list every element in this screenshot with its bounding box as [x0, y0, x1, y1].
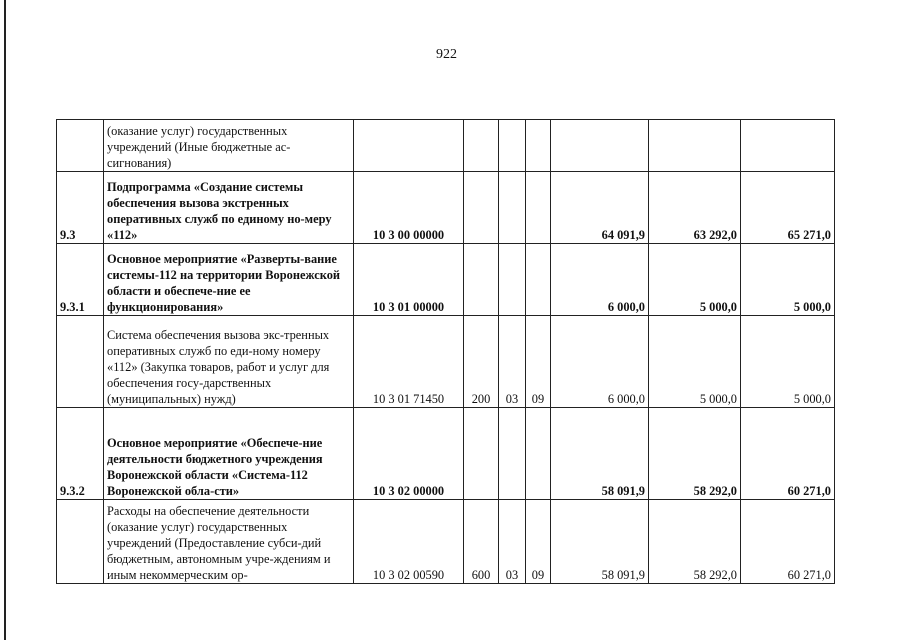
- row-name: Расходы на обеспечение деятельности (оказание услуг) государственных учреждений (Предоставление субси-дий бюджетным, автономным учре-ждениям и иным некоммерческим ор-: [104, 500, 354, 584]
- row-amount-year-2: 58 292,0: [649, 500, 741, 584]
- row-amount-year-2: [649, 120, 741, 172]
- table-row: [57, 172, 835, 244]
- row-amount-year-1: 64 091,9: [551, 172, 649, 244]
- row-subsection: 09: [526, 316, 551, 408]
- row-amount-year-1: 58 091,9: [551, 500, 649, 584]
- row-number: [57, 120, 104, 172]
- row-subsection: [526, 244, 551, 316]
- row-amount-year-2: 58 292,0: [649, 408, 741, 500]
- row-subsection: [526, 172, 551, 244]
- table-row: [57, 500, 835, 584]
- row-number: 9.3.1: [57, 244, 104, 316]
- row-name: Основное мероприятие «Обеспече-ние деятельности бюджетного учреждения Воронежской области «Система-112 Воронежской обла-сти»: [104, 408, 354, 500]
- row-section: [499, 244, 526, 316]
- row-amount-year-2: 63 292,0: [649, 172, 741, 244]
- row-target-code: 10 3 02 00590: [354, 500, 464, 584]
- row-section: [499, 408, 526, 500]
- row-expense-type: [464, 244, 499, 316]
- row-amount-year-3: 60 271,0: [741, 408, 835, 500]
- budget-table: [56, 119, 835, 584]
- row-target-code: 10 3 01 00000: [354, 244, 464, 316]
- row-amount-year-3: 5 000,0: [741, 244, 835, 316]
- row-name: Основное мероприятие «Разверты-вание системы-112 на территории Воронежской области и обеспече-ние ее функционирования»: [104, 244, 354, 316]
- row-section: [499, 120, 526, 172]
- table-row: [57, 244, 835, 316]
- row-section: [499, 172, 526, 244]
- row-expense-type: [464, 120, 499, 172]
- row-amount-year-3: [741, 120, 835, 172]
- row-name: (оказание услуг) государственных учреждений (Иные бюджетные ас-сигнования): [104, 120, 354, 172]
- row-subsection: [526, 120, 551, 172]
- table-row: [57, 316, 835, 408]
- row-amount-year-2: 5 000,0: [649, 244, 741, 316]
- row-number: 9.3: [57, 172, 104, 244]
- page-number: 922: [436, 47, 457, 62]
- row-amount-year-1: 6 000,0: [551, 244, 649, 316]
- row-amount-year-3: 65 271,0: [741, 172, 835, 244]
- row-amount-year-2: 5 000,0: [649, 316, 741, 408]
- row-name: Подпрограмма «Создание системы обеспечения вызова экстренных оперативных служб по единому но-меру «112»: [104, 172, 354, 244]
- row-number: [57, 316, 104, 408]
- row-subsection: [526, 408, 551, 500]
- row-expense-type: [464, 172, 499, 244]
- table-row: [57, 120, 835, 172]
- row-amount-year-3: 5 000,0: [741, 316, 835, 408]
- row-target-code: 10 3 01 71450: [354, 316, 464, 408]
- row-expense-type: 200: [464, 316, 499, 408]
- row-target-code: 10 3 02 00000: [354, 408, 464, 500]
- row-section: 03: [499, 316, 526, 408]
- row-expense-type: 600: [464, 500, 499, 584]
- row-amount-year-1: [551, 120, 649, 172]
- row-name: Система обеспечения вызова экс-тренных оперативных служб по еди-ному номеру «112» (Закупка товаров, работ и услуг для обеспечения госу-дарственных (муниципальных) нужд): [104, 316, 354, 408]
- row-target-code: 10 3 00 00000: [354, 172, 464, 244]
- row-number: [57, 500, 104, 584]
- table-row: [57, 408, 835, 500]
- row-amount-year-3: 60 271,0: [741, 500, 835, 584]
- page-left-edge: [4, 0, 6, 640]
- row-target-code: [354, 120, 464, 172]
- row-number: 9.3.2: [57, 408, 104, 500]
- row-amount-year-1: 6 000,0: [551, 316, 649, 408]
- row-amount-year-1: 58 091,9: [551, 408, 649, 500]
- row-section: 03: [499, 500, 526, 584]
- row-subsection: 09: [526, 500, 551, 584]
- row-expense-type: [464, 408, 499, 500]
